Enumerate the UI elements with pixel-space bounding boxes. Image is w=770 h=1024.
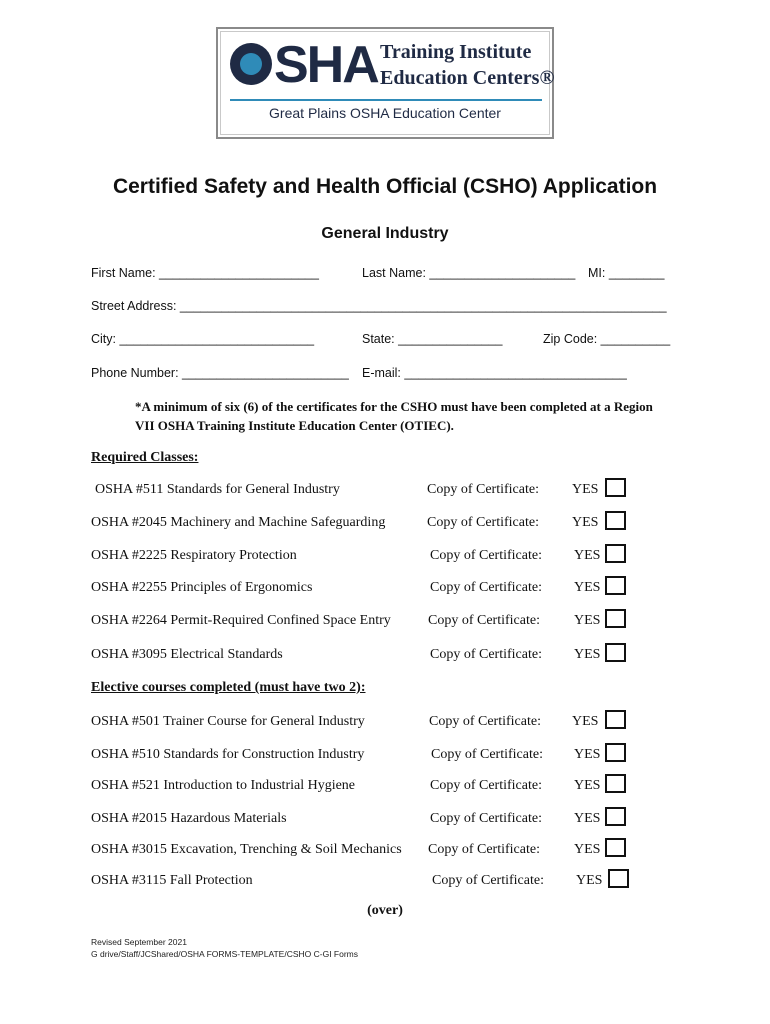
elective-courses-heading: Elective courses completed (must have two 2): xyxy=(91,680,366,695)
state-field[interactable]: State: _______________ xyxy=(362,332,503,346)
yes-label: YES xyxy=(574,778,601,793)
course-name: OSHA #501 Trainer Course for General Industry xyxy=(91,714,365,729)
yes-checkbox[interactable] xyxy=(605,576,626,595)
mi-field[interactable]: MI: ________ xyxy=(588,266,665,280)
copy-of-certificate-label: Copy of Certificate: xyxy=(430,580,542,595)
copy-of-certificate-label: Copy of Certificate: xyxy=(430,811,542,826)
yes-checkbox[interactable] xyxy=(605,807,626,826)
street-address-field[interactable]: Street Address: ______________________________________________________________________ xyxy=(91,299,667,313)
copy-of-certificate-label: Copy of Certificate: xyxy=(432,873,544,888)
course-name: OSHA #2045 Machinery and Machine Safeguarding xyxy=(91,515,386,530)
email-field[interactable]: E-mail: ________________________________ xyxy=(362,366,627,380)
yes-checkbox[interactable] xyxy=(605,710,626,729)
yes-label: YES xyxy=(574,811,601,826)
yes-checkbox[interactable] xyxy=(605,774,626,793)
logo-brand-letters: SHA xyxy=(274,36,378,94)
yes-label: YES xyxy=(574,613,601,628)
course-name: OSHA #511 Standards for General Industry xyxy=(95,482,340,497)
course-name: OSHA #3015 Excavation, Trenching & Soil Mechanics xyxy=(91,842,402,857)
yes-checkbox[interactable] xyxy=(605,743,626,762)
requirement-note: *A minimum of six (6) of the certificates for the CSHO must have been completed at a Region VII OSHA Training Institute Education Center (OTIEC). xyxy=(135,399,653,433)
yes-checkbox[interactable] xyxy=(605,609,626,628)
logo-subtitle: Great Plains OSHA Education Center xyxy=(269,105,501,121)
yes-label: YES xyxy=(574,580,601,595)
page-subtitle: General Industry xyxy=(321,225,449,242)
course-name: OSHA #3115 Fall Protection xyxy=(91,873,253,888)
phone-number-field[interactable]: Phone Number: ________________________ xyxy=(91,366,349,380)
yes-label: YES xyxy=(574,747,601,762)
course-name: OSHA #2264 Permit-Required Confined Space Entry xyxy=(91,613,391,628)
copy-of-certificate-label: Copy of Certificate: xyxy=(430,647,542,662)
copy-of-certificate-label: Copy of Certificate: xyxy=(431,747,543,762)
zip-code-field[interactable]: Zip Code: __________ xyxy=(543,332,671,346)
file-path: G drive/Staff/JCShared/OSHA FORMS-TEMPLATE/CSHO C-GI Forms xyxy=(91,949,359,959)
course-name: OSHA #510 Standards for Construction Industry xyxy=(91,747,365,762)
yes-label: YES xyxy=(574,647,601,662)
revised-date: Revised September 2021 xyxy=(91,937,187,947)
logo-divider xyxy=(230,99,542,101)
logo xyxy=(216,27,554,139)
page-title: Certified Safety and Health Official (CSHO) Application xyxy=(112,175,658,198)
course-name: OSHA #3095 Electrical Standards xyxy=(91,647,283,662)
course-name: OSHA #521 Introduction to Industrial Hygiene xyxy=(91,778,356,793)
yes-label: YES xyxy=(574,548,601,563)
city-field[interactable]: City: ____________________________ xyxy=(91,332,315,346)
copy-of-certificate-label: Copy of Certificate: xyxy=(429,714,541,729)
copy-of-certificate-label: Copy of Certificate: xyxy=(427,515,539,530)
logo-line2: Education Centers® xyxy=(380,67,555,89)
yes-checkbox[interactable] xyxy=(605,478,626,497)
required-classes-heading: Required Classes: xyxy=(91,450,199,465)
copy-of-certificate-label: Copy of Certificate: xyxy=(430,778,542,793)
last-name-field[interactable]: Last Name: _____________________ xyxy=(362,266,576,280)
yes-label: YES xyxy=(572,515,599,530)
copy-of-certificate-label: Copy of Certificate: xyxy=(428,842,540,857)
yes-label: YES xyxy=(572,482,599,497)
yes-checkbox[interactable] xyxy=(605,643,626,662)
yes-label: YES xyxy=(576,873,603,888)
yes-label: YES xyxy=(572,714,599,729)
yes-checkbox[interactable] xyxy=(608,869,629,888)
over-indicator: (over) xyxy=(367,903,403,918)
copy-of-certificate-label: Copy of Certificate: xyxy=(427,482,539,497)
logo-line1: Training Institute xyxy=(380,41,532,63)
course-name: OSHA #2255 Principles of Ergonomics xyxy=(91,580,313,595)
yes-label: YES xyxy=(574,842,601,857)
yes-checkbox[interactable] xyxy=(605,544,626,563)
course-name: OSHA #2015 Hazardous Materials xyxy=(91,811,287,826)
yes-checkbox[interactable] xyxy=(605,511,626,530)
first-name-field[interactable]: First Name: _______________________ xyxy=(91,266,319,280)
yes-checkbox[interactable] xyxy=(605,838,626,857)
copy-of-certificate-label: Copy of Certificate: xyxy=(428,613,540,628)
course-name: OSHA #2225 Respiratory Protection xyxy=(91,548,297,563)
copy-of-certificate-label: Copy of Certificate: xyxy=(430,548,542,563)
